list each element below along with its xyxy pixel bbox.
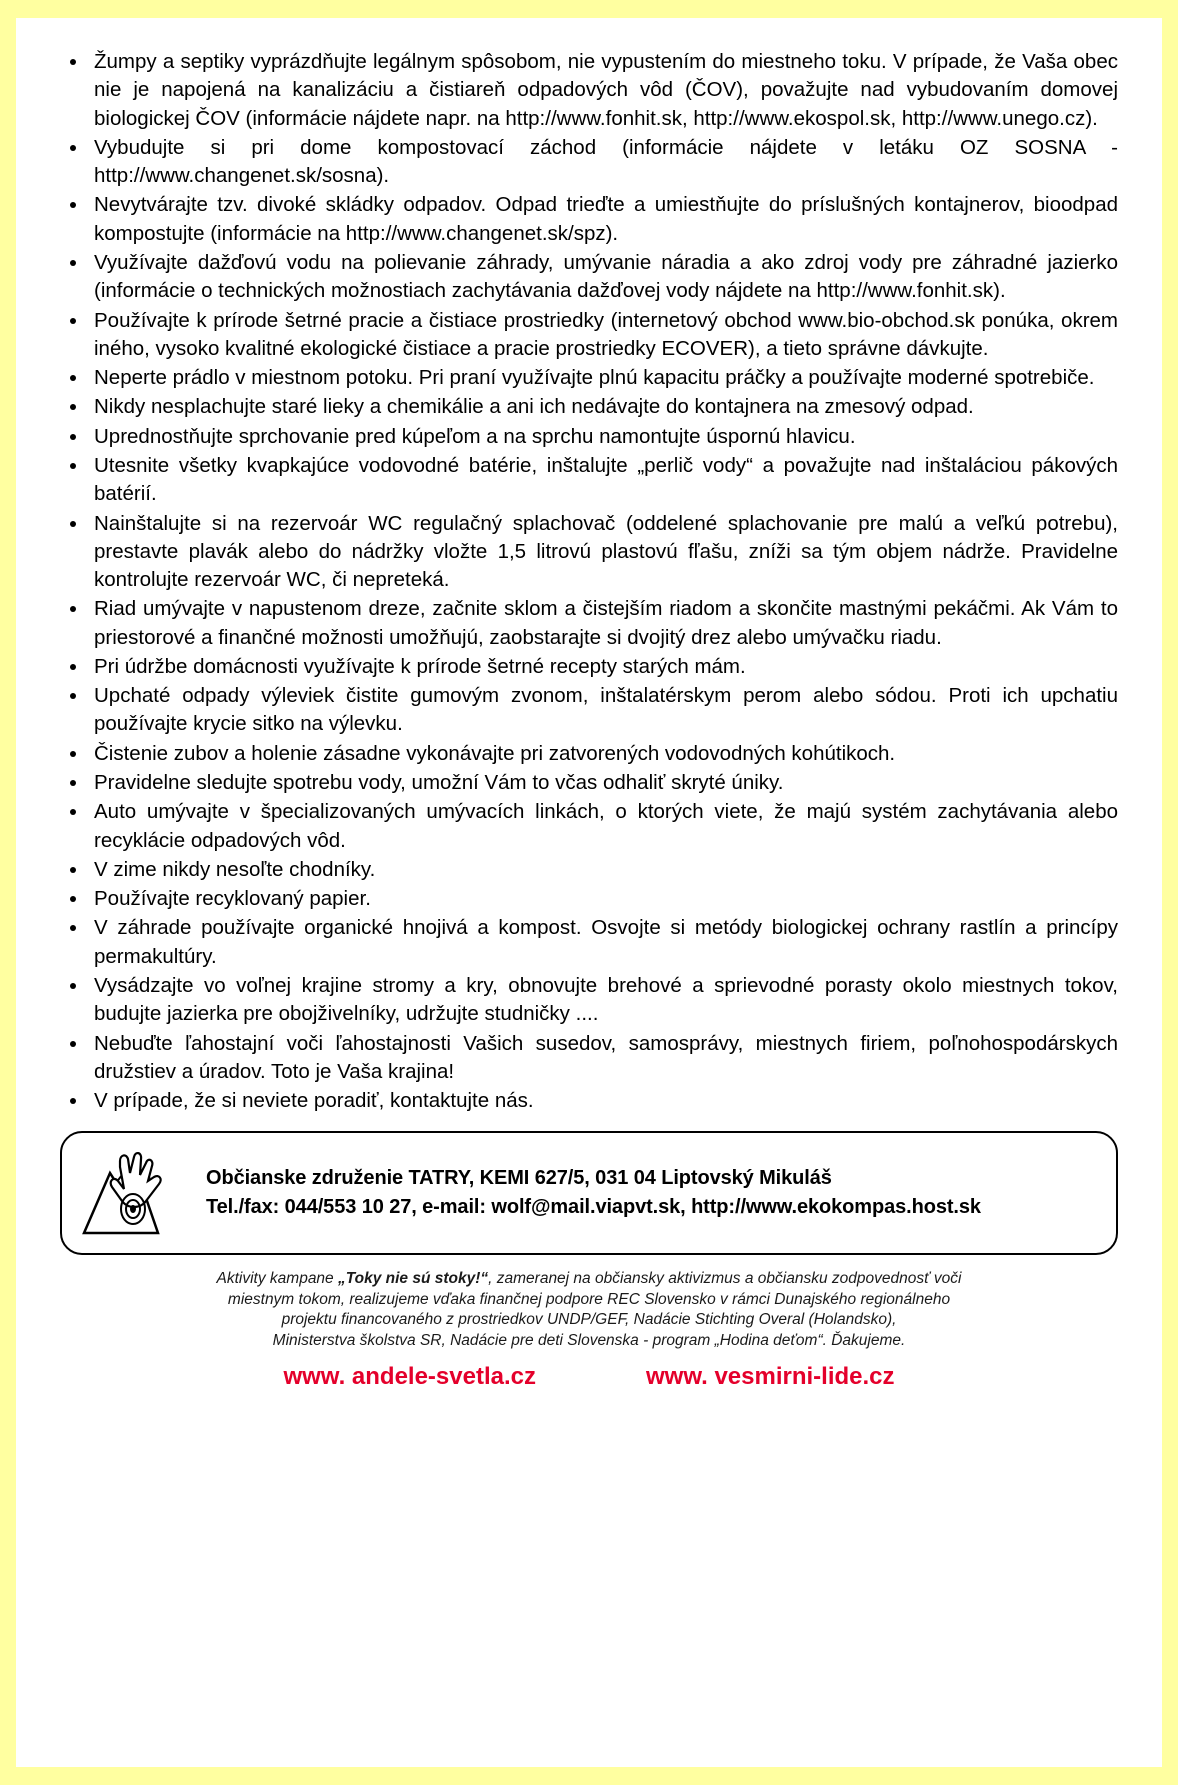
list-item: Utesnite všetky kvapkajúce vodovodné batérie, inštalujte „perlič vody“ a považujte nad inštaláciou pákových batérií. <box>60 452 1118 509</box>
list-item: Čistenie zubov a holenie zásadne vykonávajte pri zatvorených vodovodných kohútikoch. <box>60 740 1118 768</box>
list-item: Vybudujte si pri dome kompostovací záchod (informácie nájdete v letáku OZ SOSNA - http://www.changenet.sk/sosna). <box>60 134 1118 191</box>
organization-contact: Tel./fax: 044/553 10 27, e-mail: wolf@mail.viapvt.sk, http://www.ekokompas.host.sk <box>206 1196 981 1219</box>
list-item: Nebuďte ľahostajní voči ľahostajnosti Vašich susedov, samosprávy, miestnych firiem, poľnohospodárskych družstiev a úradov. Toto je Vaša krajina! <box>60 1030 1118 1087</box>
list-item: V zime nikdy nesoľte chodníky. <box>60 856 1118 884</box>
list-item: Žumpy a septiky vyprázdňujte legálnym spôsobom, nie vypustením do miestneho toku. V prípade, že Vaša obec nie je napojená na kanalizáciu a čistiareň odpadových vôd (ČOV), považujte nad vybudovaním domovej biologickej ČOV (informácie nájdete napr. na http://www.fonhit.sk, http://www.ekospol.sk, http://www.unego.cz). <box>60 48 1118 133</box>
list-item: V záhrade používajte organické hnojivá a kompost. Osvojte si metódy biologickej ochrany rastlín a princípy permakultúry. <box>60 914 1118 971</box>
campaign-name: „Toky nie sú stoky!“ <box>337 1270 489 1288</box>
contact-text <box>206 1164 981 1222</box>
list-item: Využívajte dažďovú vodu na polievanie záhrady, umývanie náradia a ako zdroj vody pre záhradné jazierko (informácie o technických možnostiach zachytávania dažďovej vody nájdete na http://www.fonhit.sk). <box>60 249 1118 306</box>
list-item: Nikdy nesplachujte staré lieky a chemikálie a ani ich nedávajte do kontajnera na zmesový odpad. <box>60 393 1118 421</box>
footer-line-2: miestnym tokom, realizujeme vďaka finančnej podpore REC Slovensko v rámci Dunajského regionálneho <box>227 1290 951 1308</box>
footer-line-4: Ministerstva školstva SR, Nadácie pre deti Slovenska - program „Hodina deťom“. Ďakujeme. <box>272 1331 906 1349</box>
list-item: Uprednostňujte sprchovanie pred kúpeľom a na sprchu namontujte úspornú hlavicu. <box>60 423 1118 451</box>
document-sheet <box>16 18 1162 1767</box>
list-item: Nevytvárajte tzv. divoké skládky odpadov. Odpad trieďte a umiestňujte do príslušných kontajnerov, bioodpad kompostujte (informácie na http://www.changenet.sk/spz). <box>60 191 1118 248</box>
footer-line-1-prefix: Aktivity kampane <box>216 1270 338 1288</box>
link-andele-svetla[interactable]: www. andele-svetla.cz <box>283 1363 536 1391</box>
list-item: Nainštalujte si na rezervoár WC regulačný splachovač (oddelené splachovanie pre malú a veľkú potrebu), prestavte plavák alebo do nádržky vložte 1,5 litrovú plastovú fľašu, zníži sa tým objem nádrže. Pravidelne kontrolujte rezervoár WC, či nepreteká. <box>60 510 1118 595</box>
tips-list <box>60 48 1118 1115</box>
contact-box <box>60 1131 1118 1255</box>
footer-line-3: projektu financovaného z prostriedkov UNDP/GEF, Nadácie Stichting Overal (Holandsko), <box>281 1311 897 1329</box>
site-links <box>60 1363 1118 1391</box>
list-item: Riad umývajte v napustenom dreze, začnite sklom a čistejším riadom a skončite mastnými pekáčmi. Ak Vám to priestorové a finančné možnosti umožňujú, zaobstarajte si dvojitý drez alebo umývačku riadu. <box>60 595 1118 652</box>
list-item: Pri údržbe domácnosti využívajte k prírode šetrné recepty starých mám. <box>60 653 1118 681</box>
list-item: V prípade, že si neviete poradiť, kontaktujte nás. <box>60 1087 1118 1115</box>
list-item: Vysádzajte vo voľnej krajine stromy a kry, obnovujte brehové a sprievodné porasty okolo miestnych tokov, budujte jazierka pre obojživelníky, udržujte studničky .... <box>60 972 1118 1029</box>
organization-address: Občianske združenie TATRY, KEMI 627/5, 031 04 Liptovský Mikuláš <box>206 1167 832 1190</box>
tatry-handprint-mountain-logo <box>80 1147 188 1239</box>
list-item: Pravidelne sledujte spotrebu vody, umožní Vám to včas odhaliť skryté úniky. <box>60 769 1118 797</box>
footer-line-1 <box>60 1269 1118 1289</box>
footer-note <box>60 1269 1118 1351</box>
list-item: Neperte prádlo v miestnom potoku. Pri praní využívajte plnú kapacitu práčky a používajte moderné spotrebiče. <box>60 364 1118 392</box>
list-item: Používajte recyklovaný papier. <box>60 885 1118 913</box>
link-vesmirni-lide[interactable]: www. vesmirni-lide.cz <box>646 1363 895 1391</box>
footer-line-1-suffix: , zameranej na občiansky aktivizmus a občiansku zodpovednosť voči <box>488 1270 962 1288</box>
list-item: Používajte k prírode šetrné pracie a čistiace prostriedky (internetový obchod www.bio-obchod.sk ponúka, okrem iného, vysoko kvalitné ekologické čistiace a pracie prostriedky ECOVER), a tieto správne dávkujte. <box>60 307 1118 364</box>
list-item: Auto umývajte v špecializovaných umývacích linkách, o ktorých viete, že majú systém zachytávania alebo recyklácie odpadových vôd. <box>60 798 1118 855</box>
list-item: Upchaté odpady výleviek čistite gumovým zvonom, inštalatérskym perom alebo sódou. Proti ich upchatiu používajte krycie sitko na výlevku. <box>60 682 1118 739</box>
